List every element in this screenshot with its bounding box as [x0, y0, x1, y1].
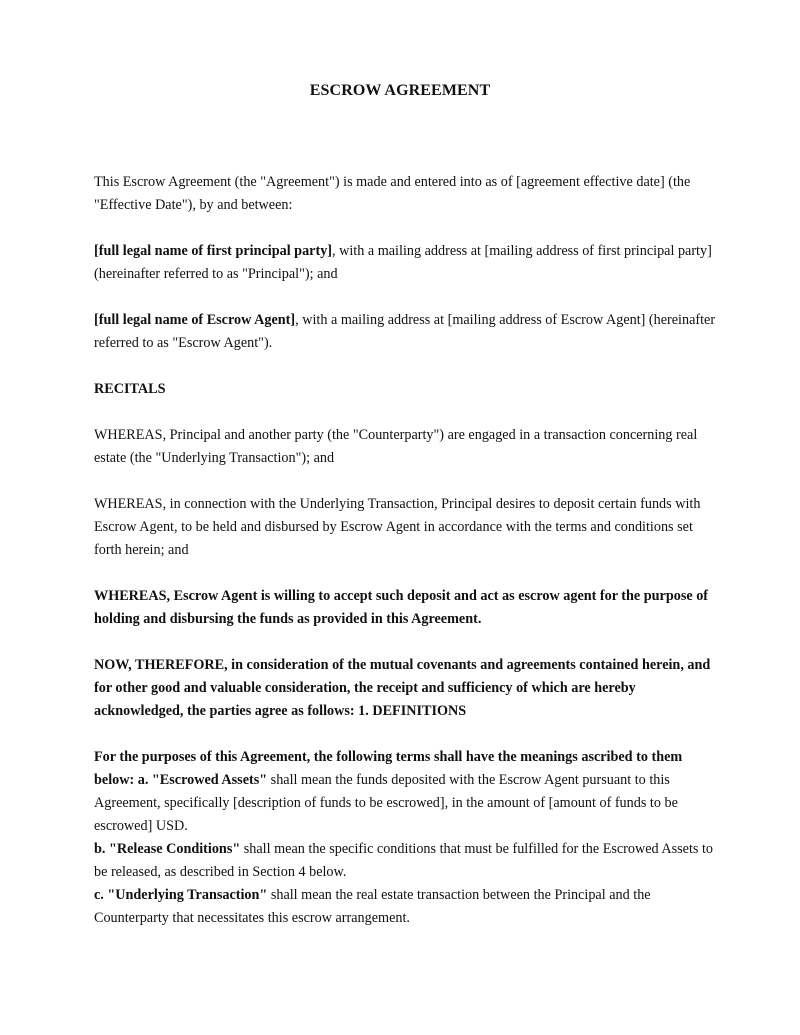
definition-c-paragraph: [94, 884, 716, 930]
definition-c-text: shall mean the real estate transaction between the Principal and the Counterparty that necessitates this escrow arrangement.: [94, 887, 651, 926]
party2-paragraph: [94, 309, 716, 355]
party2-name: [full legal name of Escrow Agent]: [94, 312, 296, 328]
whereas-paragraph-3: WHEREAS, Escrow Agent is willing to accept such deposit and act as escrow agent for the purpose of holding and disbursing the funds as provided in this Agreement.: [94, 588, 709, 627]
definitions-paragraph: [94, 746, 716, 838]
intro-paragraph: This Escrow Agreement (the "Agreement") is made and entered into as of [agreement effective date] (the "Effective Date"), by and between:: [94, 174, 691, 213]
recitals-heading: RECITALS: [94, 381, 166, 397]
party1-paragraph: [94, 240, 716, 286]
definition-a-text: shall mean the funds deposited with the Escrow Agent pursuant to this Agreement, specifically [description of funds to be escrowed], in the amount of [amount of funds to be escrowed] USD.: [94, 772, 678, 834]
now-therefore-paragraph: NOW, THEREFORE, in consideration of the mutual covenants and agreements contained herein, and for other good and valuable consideration, the receipt and sufficiency of which are hereby acknowledged, the parties agree as follows: 1. DEFINITIONS: [94, 657, 711, 719]
definitions-intro: For the purposes of this Agreement, the following terms shall have the meanings ascribed to them below: a. "Escrowed Assets": [94, 749, 683, 788]
definition-b-paragraph: [94, 838, 716, 884]
whereas-paragraph-1: WHEREAS, Principal and another party (the "Counterparty") are engaged in a transaction concerning real estate (the "Underlying Transaction"); and: [94, 427, 698, 466]
party1-text: , with a mailing address at [mailing address of first principal party] (hereinafter referred to as "Principal"); and: [94, 243, 712, 282]
document-title: ESCROW AGREEMENT: [309, 82, 491, 99]
whereas-paragraph-2: WHEREAS, in connection with the Underlying Transaction, Principal desires to deposit certain funds with Escrow Agent, to be held and disbursed by Escrow Agent in accordance with the terms and conditions set forth herein; and: [94, 496, 701, 558]
definition-b-term: b. "Release Conditions": [94, 841, 241, 857]
definition-c-term: c. "Underlying Transaction": [94, 887, 268, 903]
document-body: [94, 171, 716, 930]
definition-b-text: shall mean the specific conditions that must be fulfilled for the Escrowed Assets to be released, as described in Section 4 below.: [94, 841, 714, 880]
party1-name: [full legal name of first principal party]: [94, 243, 333, 259]
party2-text: , with a mailing address at [mailing address of Escrow Agent] (hereinafter referred to as "Escrow Agent").: [94, 312, 716, 351]
